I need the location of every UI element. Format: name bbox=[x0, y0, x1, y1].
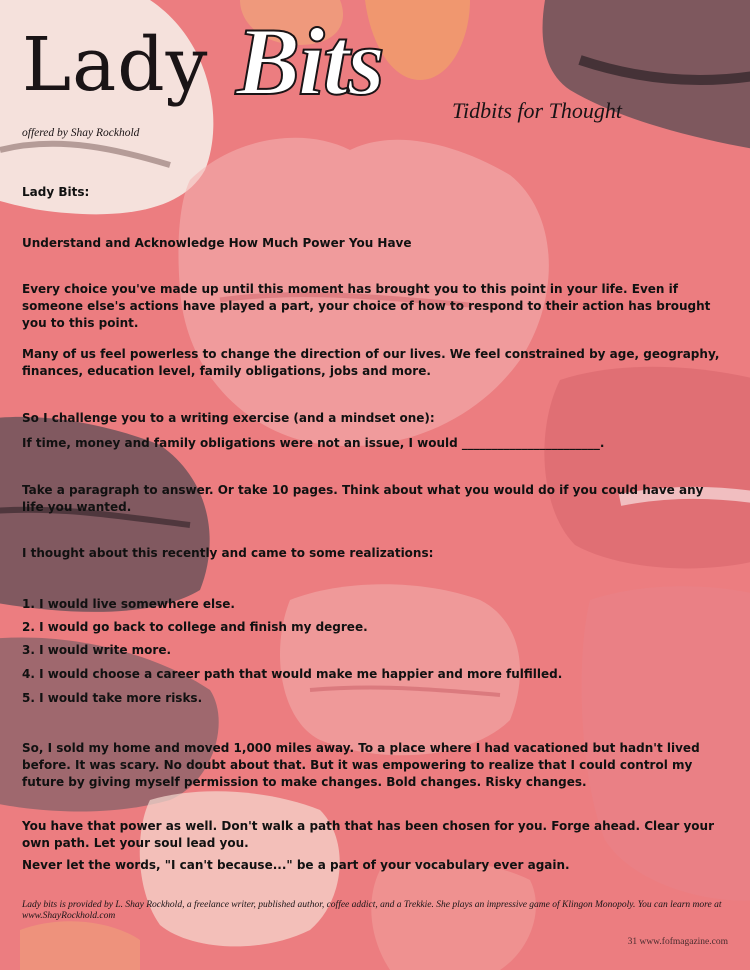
paragraph-1: Every choice you've made up until this moment has brought you to this point in your life. Even if someone else's actions have played a part, your choice of how to respond to their action has brought you to this point. bbox=[22, 282, 711, 330]
paragraph-8: You have that power as well. Don't walk a path that has been chosen for you. Forge ahead. Clear your own path. Let your soul lead you. bbox=[22, 819, 715, 850]
title-lady: Lady bbox=[22, 22, 209, 108]
list-item: 1. I would live somewhere else. bbox=[22, 597, 235, 611]
paragraph-7: So, I sold my home and moved 1,000 miles away. To a place where I had vacationed but hadn't lived before. It was scary. No doubt about that. But it was empowering to realize that I could control my future by giving myself permission to make changes. Bold changes. Risky changes. bbox=[22, 741, 700, 789]
paragraph-5: Take a paragraph to answer. Or take 10 pages. Think about what you would do if you could have any life you wanted. bbox=[22, 483, 704, 514]
author-bio: Lady bits is provided by L. Shay Rockhold, a freelance writer, published author, coffee addict, and a Trekkie. She plays an impressive game of Klingon Monopoly. You can learn more at www.ShayRockhold.com bbox=[22, 900, 722, 921]
title-bits: Bits bbox=[236, 8, 383, 115]
paragraph-9: Never let the words, "I can't because..." be a part of your vocabulary ever again. bbox=[22, 858, 570, 872]
byline: offered by Shay Rockhold bbox=[22, 127, 140, 139]
article-heading: Understand and Acknowledge How Much Power You Have bbox=[22, 236, 412, 250]
paragraph-2: Many of us feel powerless to change the direction of our lives. We feel constrained by age, geography, finances, education level, family obligations, jobs and more. bbox=[22, 347, 720, 378]
column-label: Lady Bits: bbox=[22, 185, 90, 199]
paragraph-6: I thought about this recently and came to some realizations: bbox=[22, 546, 434, 560]
list-item: 4. I would choose a career path that would make me happier and more fulfilled. bbox=[22, 667, 563, 681]
paragraph-3: So I challenge you to a writing exercise (and a mindset one): bbox=[22, 411, 435, 425]
tagline: Tidbits for Thought bbox=[452, 98, 622, 123]
list-item: 5. I would take more risks. bbox=[22, 691, 203, 705]
paragraph-4: If time, money and family obligations were not an issue, I would _______________________. bbox=[22, 436, 605, 450]
page-number: 31 www.fofmagazine.com bbox=[627, 937, 728, 947]
list-item: 2. I would go back to college and finish my degree. bbox=[22, 620, 368, 634]
list-item: 3. I would write more. bbox=[22, 643, 172, 657]
